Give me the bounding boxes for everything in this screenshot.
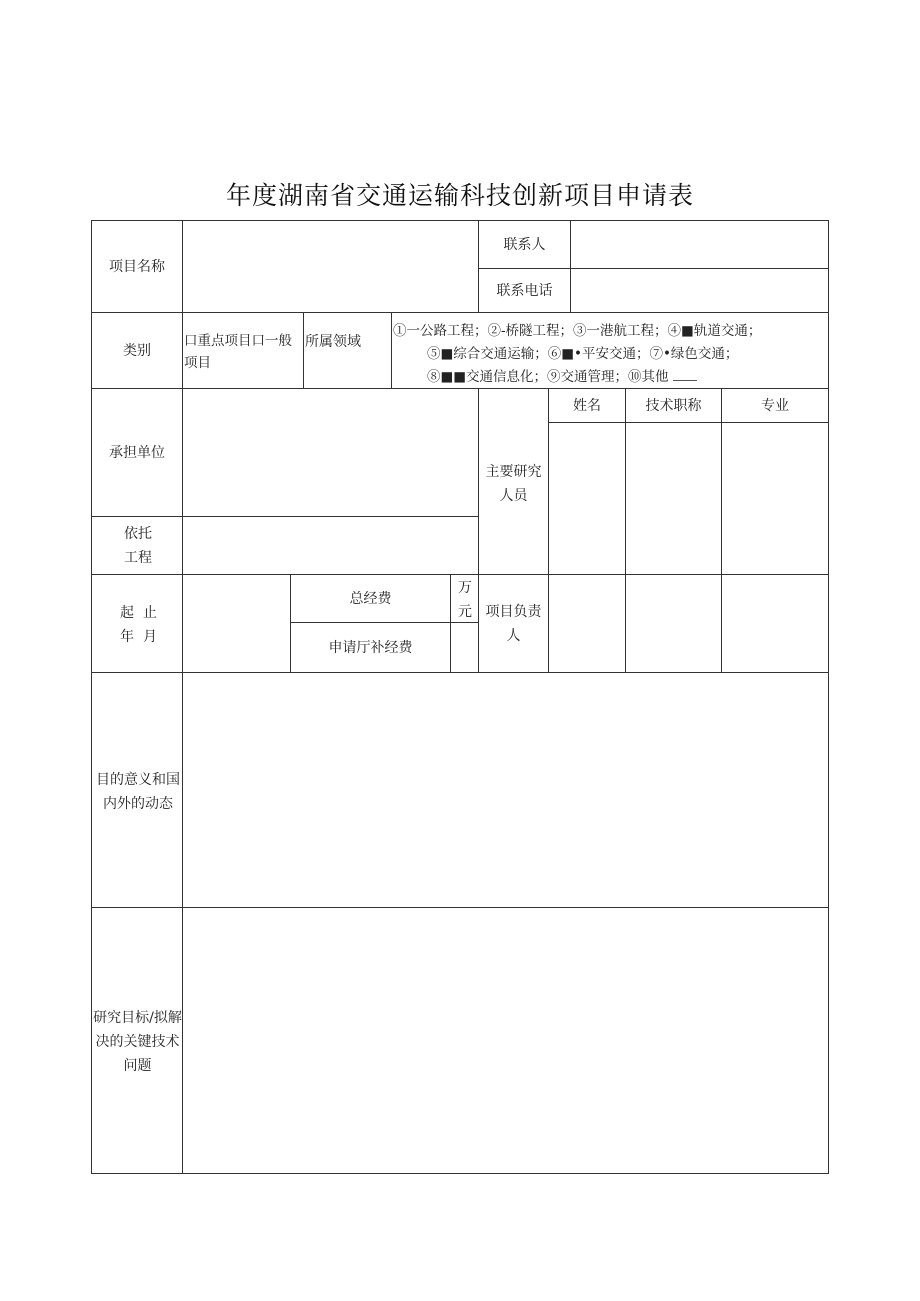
subsidy-label: 申请厅补经费 — [328, 639, 413, 656]
category-label: 类别 — [123, 342, 151, 359]
total-funds-label: 总经费 — [349, 590, 392, 607]
category-options[interactable]: 口重点项目口一般项目 — [184, 333, 292, 371]
researcher-major-field[interactable] — [722, 423, 828, 574]
project-name-field[interactable] — [183, 221, 478, 312]
grid-line — [478, 388, 479, 673]
goals-field[interactable] — [183, 908, 828, 1173]
purpose-field[interactable] — [183, 673, 828, 907]
goals-label: 研究目标/拟解决的关键技术问题 — [93, 1010, 182, 1074]
grid-line — [91, 312, 829, 313]
field-option-line-3[interactable] — [427, 366, 697, 388]
contact-label: 联系人 — [503, 236, 546, 253]
contact-field[interactable] — [571, 221, 828, 268]
leader-title-field[interactable] — [626, 575, 721, 672]
period-label: 起止年月 — [120, 605, 166, 645]
leader-label: 项目负责人 — [485, 604, 542, 644]
col-name-header: 姓名 — [573, 397, 601, 414]
grid-line — [391, 312, 392, 389]
field-option-line-3-text: ⑧■■交通信息化；⑨交通管理；⑩其他 — [427, 369, 669, 385]
col-major-header: 专业 — [761, 397, 789, 414]
form-title: 年度湖南省交通运输科技创新项目申请表 — [225, 181, 694, 210]
project-name-label: 项目名称 — [109, 259, 165, 275]
phone-field[interactable] — [571, 269, 828, 312]
researcher-title-field[interactable] — [626, 423, 721, 574]
relied-project-field[interactable] — [183, 517, 478, 574]
table-border-bottom — [91, 1173, 829, 1174]
phone-label: 联系电话 — [496, 282, 553, 299]
field-label: 所属领域 — [305, 334, 361, 350]
unit-field[interactable] — [183, 389, 478, 516]
grid-line — [303, 312, 304, 389]
subsidy-field[interactable] — [451, 623, 478, 672]
unit-wan-label: 万元 — [458, 580, 472, 620]
table-border-right — [828, 220, 829, 1174]
field-option-line-1[interactable]: ①一公路工程；②-桥隧工程；③一港航工程；④■轨道交通； — [393, 323, 762, 339]
field-option-line-2[interactable]: ⑤■综合交通运输；⑥■•平安交通；⑦•绿色交通； — [427, 346, 739, 362]
other-blank[interactable] — [673, 368, 697, 381]
relied-project-label: 依托工程 — [124, 526, 152, 566]
leader-name-field[interactable] — [549, 575, 625, 672]
unit-label: 承担单位 — [109, 444, 165, 461]
leader-major-field[interactable] — [722, 575, 828, 672]
purpose-label: 目的意义和国内外的动态 — [96, 772, 180, 812]
researcher-name-field[interactable] — [549, 423, 625, 574]
period-field[interactable] — [183, 575, 290, 672]
col-title-header: 技术职称 — [645, 397, 702, 414]
researchers-label: 主要研究人员 — [485, 464, 542, 504]
